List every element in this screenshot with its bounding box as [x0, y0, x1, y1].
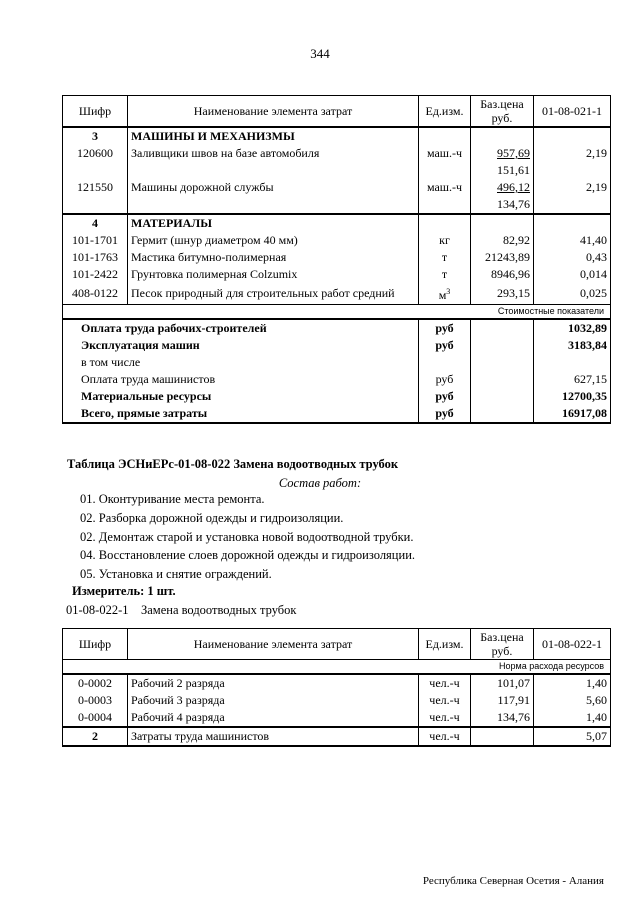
- row-unit: чел.-ч: [419, 692, 471, 709]
- row-unit: чел.-ч: [419, 709, 471, 727]
- cost-unit: руб: [419, 319, 471, 337]
- col-header-code: Шифр: [63, 96, 128, 128]
- cost-label: Материальные ресурсы: [63, 388, 419, 405]
- row-norm: 0,014: [534, 266, 611, 283]
- cost-value: 3183,84: [534, 337, 611, 354]
- row-price: 21243,89: [471, 249, 534, 266]
- cost-unit: руб: [419, 388, 471, 405]
- row-name: Затраты труда машинистов: [128, 727, 419, 746]
- row-norm: 41,40: [534, 232, 611, 249]
- row-name: Рабочий 2 разряда: [128, 674, 419, 692]
- row-name: Мастика битумно-полимерная: [128, 249, 419, 266]
- cost-label: Эксплуатация машин: [63, 337, 419, 354]
- section-number: 3: [63, 127, 128, 145]
- row-norm: 1,40: [534, 674, 611, 692]
- row-norm: 0,025: [534, 283, 611, 305]
- row-name: Машины дорожной службы: [128, 179, 419, 196]
- cost-unit: руб: [419, 405, 471, 423]
- resource-table-021: [62, 95, 611, 424]
- row-price: 82,92: [471, 232, 534, 249]
- row-name: Грунтовка полимерная Colzumix: [128, 266, 419, 283]
- section-title: МАШИНЫ И МЕХАНИЗМЫ: [128, 127, 419, 145]
- row-norm: 5,07: [534, 727, 611, 746]
- section-number: 4: [63, 214, 128, 232]
- row-price: 293,15: [471, 283, 534, 305]
- cost-unit: руб: [419, 337, 471, 354]
- row-norm: 2,19: [534, 145, 611, 162]
- row-unit: маш.-ч: [419, 145, 471, 162]
- col-header-norm: 01-08-021-1: [534, 96, 611, 128]
- row-price-secondary: 134,76: [471, 196, 534, 214]
- page-number: 344: [310, 46, 330, 61]
- row-norm: 1,40: [534, 709, 611, 727]
- row-code: 120600: [63, 145, 128, 162]
- row-price-secondary: 151,61: [471, 162, 534, 179]
- row-price: 117,91: [471, 692, 534, 709]
- row-unit: т: [419, 249, 471, 266]
- work-composition-heading: Состав работ:: [278, 476, 362, 490]
- row-norm: 2,19: [534, 179, 611, 196]
- row-name: Песок природный для строительных работ средний: [128, 283, 419, 305]
- work-item: 02. Демонтаж старой и установка новой водоотводной трубки.: [80, 530, 414, 544]
- row-price: 8946,96: [471, 266, 534, 283]
- row-code: 0-0002: [63, 674, 128, 692]
- cost-indicators-header: Стоимостные показатели: [63, 305, 611, 320]
- row-price: [471, 727, 534, 746]
- row-price: 101,07: [471, 674, 534, 692]
- cost-value: 627,15: [534, 371, 611, 388]
- row-code: 121550: [63, 179, 128, 196]
- norm-subtitle: 01-08-022-1 Замена водоотводных трубок: [66, 603, 297, 617]
- row-code: 408-0122: [63, 283, 128, 305]
- row-name: Заливщики швов на базе автомобиля: [128, 145, 419, 162]
- work-item: 02. Разборка дорожной одежды и гидроизоляции.: [80, 511, 344, 525]
- cost-label: в том числе: [63, 354, 419, 371]
- row-norm: 5,60: [534, 692, 611, 709]
- row-price: 496,12: [471, 179, 534, 196]
- cost-label: Всего, прямые затраты: [63, 405, 419, 423]
- work-item: 05. Установка и снятие ограждений.: [80, 567, 272, 581]
- cost-label: Оплата труда машинистов: [63, 371, 419, 388]
- row-code: 101-1701: [63, 232, 128, 249]
- row-code: 101-2422: [63, 266, 128, 283]
- row-unit: маш.-ч: [419, 179, 471, 196]
- row-unit: кг: [419, 232, 471, 249]
- work-item: 04. Восстановление слоев дорожной одежды и гидроизоляции.: [80, 548, 416, 562]
- row-price: 134,76: [471, 709, 534, 727]
- col-header-name: Наименование элемента затрат: [128, 629, 419, 660]
- row-code: 101-1763: [63, 249, 128, 266]
- row-code: 0-0004: [63, 709, 128, 727]
- col-header-unit: Ед.изм.: [419, 629, 471, 660]
- col-header-norm: 01-08-022-1: [534, 629, 611, 660]
- col-header-name: Наименование элемента затрат: [128, 96, 419, 128]
- footer-region: Республика Северная Осетия - Алания: [422, 875, 604, 887]
- cost-value: 12700,35: [534, 388, 611, 405]
- row-code: 0-0003: [63, 692, 128, 709]
- resource-table-022: [62, 628, 611, 747]
- row-price: 957,69: [471, 145, 534, 162]
- row-name: Гермит (шнур диаметром 40 мм): [128, 232, 419, 249]
- row-code: 2: [63, 727, 128, 746]
- row-norm: 0,43: [534, 249, 611, 266]
- table-title: Таблица ЭСНиЕРс-01-08-022 Замена водоотводных трубок: [67, 457, 399, 471]
- cost-unit: руб: [419, 371, 471, 388]
- cost-value: 16917,08: [534, 405, 611, 423]
- col-header-price: Баз.цена руб.: [471, 96, 534, 128]
- norm-header: Норма расхода ресурсов: [63, 660, 611, 675]
- row-name: Рабочий 4 разряда: [128, 709, 419, 727]
- row-unit: чел.-ч: [419, 674, 471, 692]
- row-unit: $м^3$: [419, 283, 471, 305]
- cost-label: Оплата труда рабочих-строителей: [63, 319, 419, 337]
- row-unit: чел.-ч: [419, 727, 471, 746]
- col-header-price: Баз.цена руб.: [471, 629, 534, 660]
- measurement-unit: Измеритель: 1 шт.: [72, 584, 176, 598]
- cost-value: 1032,89: [534, 319, 611, 337]
- col-header-unit: Ед.изм.: [419, 96, 471, 128]
- col-header-code: Шифр: [63, 629, 128, 660]
- section-title: МАТЕРИАЛЫ: [128, 214, 419, 232]
- row-name: Рабочий 3 разряда: [128, 692, 419, 709]
- row-unit: т: [419, 266, 471, 283]
- work-item: 01. Оконтуривание места ремонта.: [80, 492, 265, 506]
